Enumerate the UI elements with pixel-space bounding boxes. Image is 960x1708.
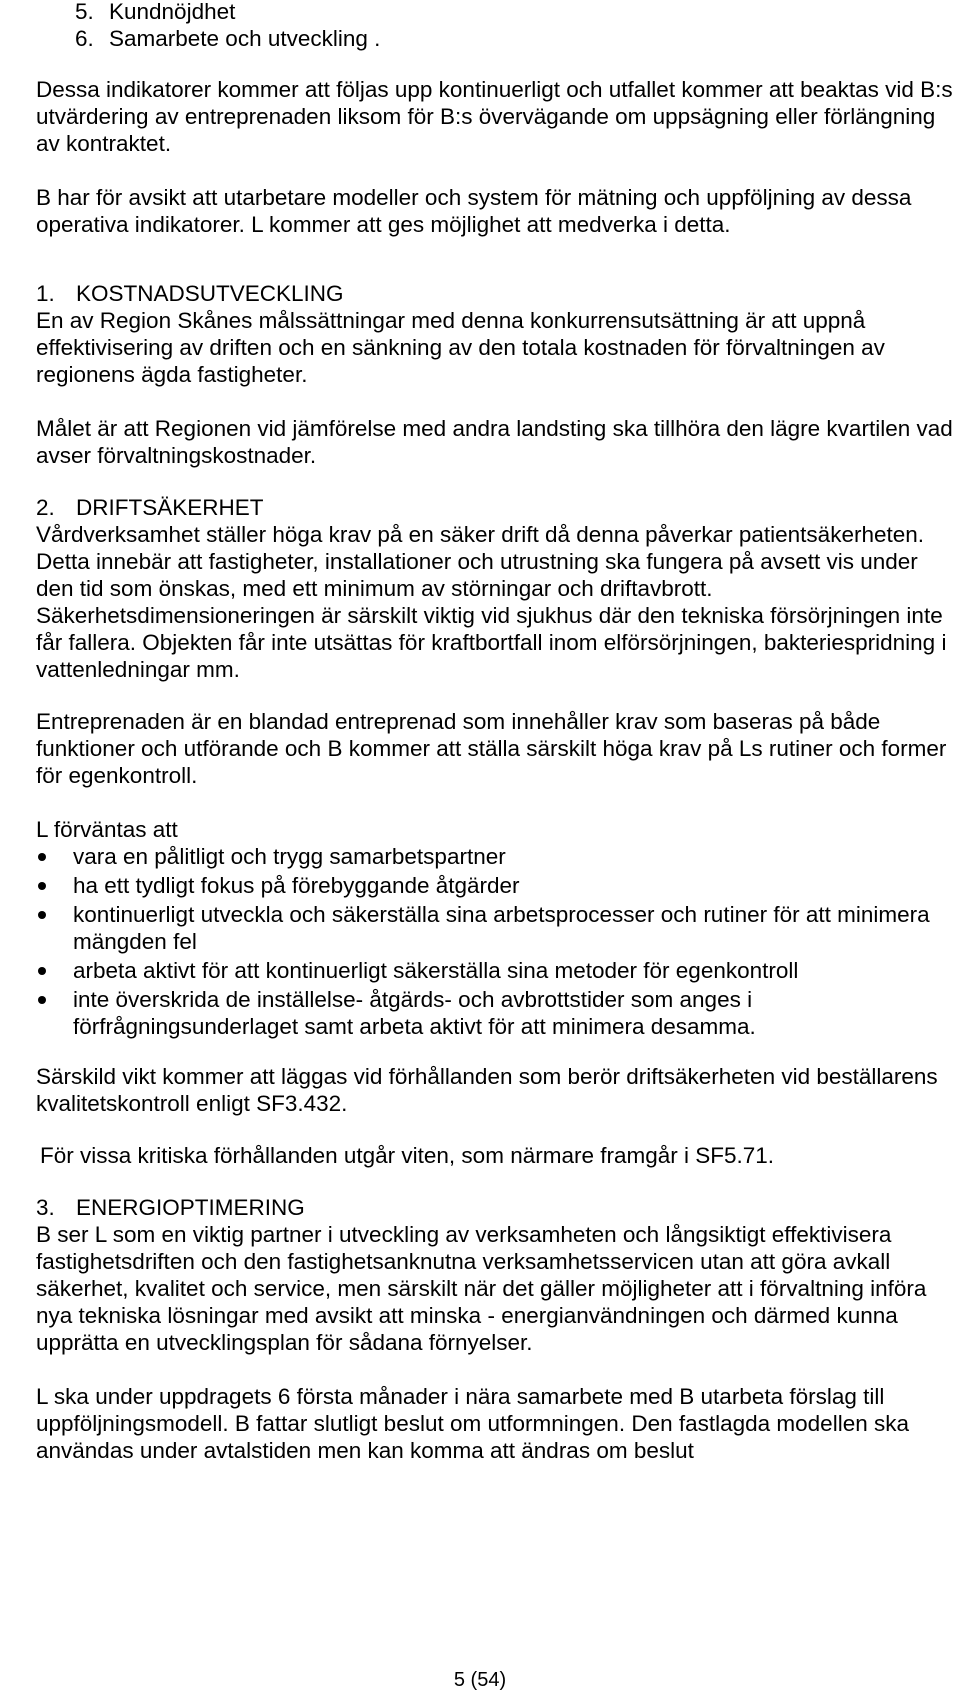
expectations-list (0, 843, 956, 1042)
list-item-text: vara en pålitligt och trygg samarbetspartner (73, 844, 506, 869)
list-item-text: Kundnöjdhet (109, 0, 236, 24)
list-item-text: inte överskrida de inställelse- åtgärds- och avbrottstider som anges i förfrågningsunderlaget samt arbeta aktivt för att minimera desamma. (73, 987, 756, 1039)
section-title: DRIFTSÄKERHET (76, 495, 264, 520)
section3-paragraph-partner: B ser L som en viktig partner i utveckling av verksamheten och långsiktigt effektivisera fastighetsdriften och den fastighetsanknutna verksamhetsservicen utan att göra avkall säkerhet, kvalitet och service, men särskilt när det gäller möjligheter att i förvaltning införa nya tekniska lösningar med avsikt att minska - energianvändningen och därmed kunna upprätta en utvecklingsplan för sådana förnyelser. (36, 1222, 927, 1355)
section2-expectations-intro: L förväntas att (36, 817, 178, 842)
section1-paragraph-goals: En av Region Skånes målssättningar med denna konkurrensutsättning är att uppnå effektivisering av driften och en sänkning av den totala kostnaden för förvaltningen av regionens ägda fastigheter. (36, 308, 885, 387)
list-item-kundnojdhet (75, 0, 235, 25)
section-number: 3. (36, 1195, 55, 1220)
bullet-icon (38, 882, 46, 890)
page-number: 5 (54) (453, 1669, 507, 1691)
section-heading-kostnadsutveckling (36, 280, 344, 307)
bullet-icon (38, 911, 46, 919)
list-item-text: Samarbete och utveckling . (109, 26, 381, 51)
list-item-number: 6. (75, 26, 94, 51)
bullet-icon (38, 967, 46, 975)
intro-paragraph-models: B har för avsikt att utarbetare modeller och system för mätning och uppföljning av dessa operativa indikatorer. L kommer att ges möjlighet att medverka i detta. (36, 185, 912, 237)
section1-paragraph-target: Målet är att Regionen vid jämförelse med andra landsting ska tillhöra den lägre kvartilen vad avser förvaltningskostnader. (36, 416, 953, 468)
list-item (0, 986, 956, 1040)
section-heading-driftsakerhet (36, 494, 264, 521)
list-item-text: ha ett tydligt fokus på förebyggande åtgärder (73, 873, 520, 898)
bullet-icon (38, 853, 46, 861)
list-item (0, 843, 956, 870)
bullet-icon (38, 996, 46, 1004)
section2-paragraph-penalties: För vissa kritiska förhållanden utgår viten, som närmare framgår i SF5.71. (40, 1143, 775, 1168)
list-item-text: arbeta aktivt för att kontinuerligt säkerställa sina metoder för egenkontroll (73, 958, 799, 983)
list-item-number: 5. (75, 0, 94, 24)
section-heading-energioptimering (36, 1194, 305, 1221)
intro-paragraph-indicators: Dessa indikatorer kommer att följas upp kontinuerligt och utfallet kommer att beaktas vid B:s utvärdering av entreprenaden liksom för B:s övervägande om uppsägning eller förlängning av kontraktet. (36, 77, 953, 156)
section3-paragraph-follow-up-model: L ska under uppdragets 6 första månader i nära samarbete med B utarbeta förslag till uppföljningsmodell. B fattar slutligt beslut om utformningen. Den fastlagda modellen ska användas under avtalstiden men kan komma att ändras om beslut (36, 1384, 909, 1463)
section-title: KOSTNADSUTVECKLING (76, 281, 344, 306)
section2-paragraph-quality-control: Särskild vikt kommer att läggas vid förhållanden som berör driftsäkerheten vid beställarens kvalitetskontroll enligt SF3.432. (36, 1064, 938, 1116)
section2-paragraph-contract: Entreprenaden är en blandad entreprenad som innehåller krav som baseras på både funktioner och utförande och B kommer att ställa särskilt höga krav på Ls rutiner och former för egenkontroll. (36, 709, 947, 788)
list-item (0, 872, 956, 899)
list-item (0, 957, 956, 984)
section-title: ENERGIOPTIMERING (76, 1195, 305, 1220)
section-number: 1. (36, 281, 55, 306)
list-item-text: kontinuerligt utveckla och säkerställa sina arbetsprocesser och rutiner för att minimera mängden fel (73, 902, 930, 954)
list-item (0, 901, 956, 955)
section-number: 2. (36, 495, 55, 520)
list-item-samarbete (75, 25, 380, 52)
section2-paragraph-reliability: Vårdverksamhet ställer höga krav på en säker drift då denna påverkar patientsäkerheten. Detta innebär att fastigheter, installationer och utrustning ska fungera på avsett vis under den tid som önskas, med ett minimum av störningar och driftavbrott. Säkerhetsdimensioneringen är särskilt viktig vid sjukhus där den tekniska försörjningen inte får fallera. Objekten får inte utsättas för kraftbortfall inom elförsörjningen, bakteriespridning i vattenledningar mm. (36, 522, 947, 682)
